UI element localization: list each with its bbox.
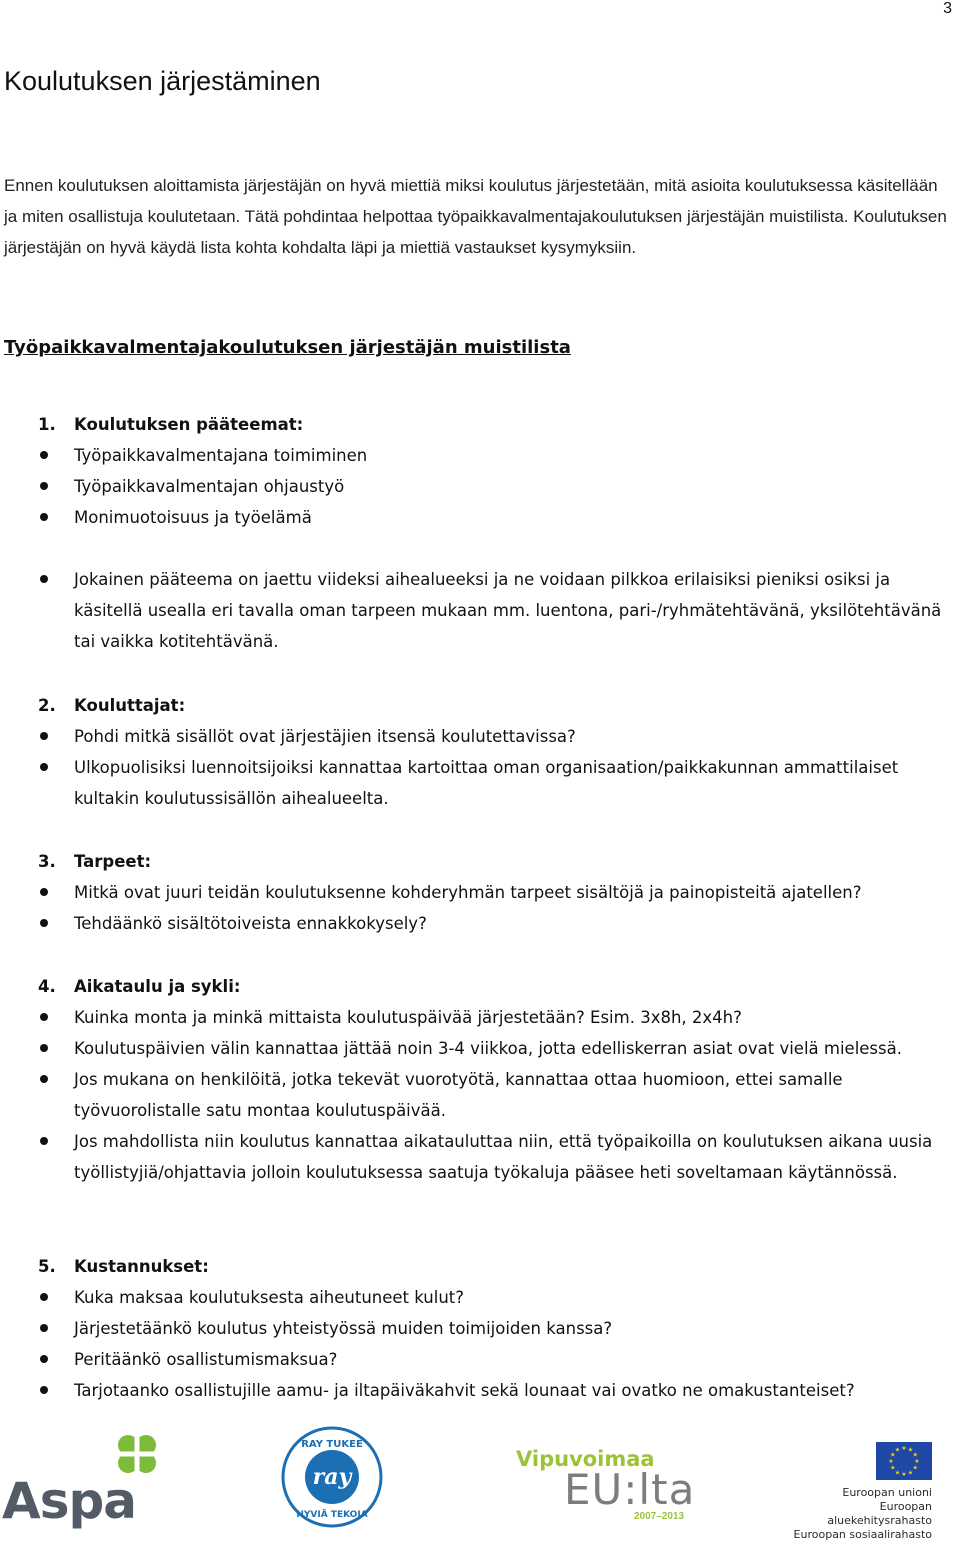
section-title: Tarpeet:: [74, 852, 152, 871]
svg-text:★: ★: [901, 1471, 907, 1478]
footer-logos: [0, 1425, 960, 1541]
bullet-icon: [40, 1044, 48, 1052]
svg-text:★: ★: [890, 1451, 896, 1459]
bullet-icon: [40, 1013, 48, 1021]
page-title: Koulutuksen järjestäminen: [4, 66, 321, 96]
svg-text:★: ★: [912, 1464, 918, 1472]
vipuvoimaa-years: 2007–2013: [634, 1511, 685, 1522]
checklist-section-1: [38, 409, 956, 657]
svg-text:★: ★: [888, 1458, 894, 1465]
list-item: [38, 1313, 956, 1344]
checklist-section-3: [38, 846, 956, 939]
section-number: 5.: [38, 1257, 56, 1276]
svg-text:★: ★: [907, 1446, 914, 1454]
list-item: [38, 1033, 956, 1064]
section-header: [38, 971, 956, 1002]
list-item: [38, 1126, 956, 1188]
checklist-heading: Työpaikkavalmentajakoulutuksen järjestäjän muistilista: [4, 337, 571, 358]
checklist-section-4: [38, 971, 956, 1188]
list-item-text: Kuka maksaa koulutuksesta aiheutuneet kulut?: [74, 1288, 465, 1307]
list-item-text: Jos mukana on henkilöitä, jotka tekevät vuorotyötä, kannattaa ottaa huomioon, ettei samalle työvuorolistalle satu montaa koulutuspäivää.: [74, 1070, 843, 1120]
section-number: 3.: [38, 852, 56, 871]
bullet-icon: [40, 1137, 48, 1145]
list-item: [38, 908, 956, 939]
section-title: Kouluttajat:: [74, 696, 186, 715]
list-item: [38, 721, 956, 752]
svg-text:★: ★: [907, 1469, 914, 1477]
svg-text:★: ★: [890, 1464, 896, 1472]
list-item-text: Ulkopuolisiksi luennoitsijoiksi kannattaa kartoittaa oman organisaation/paikkakunnan ammattilaiset kultakin koulutussisällön aihealueelta.: [74, 758, 899, 808]
section-header: [38, 846, 956, 877]
bullet-icon: [40, 919, 48, 927]
list-item: [38, 502, 956, 533]
eu-flag-icon: [876, 1442, 932, 1480]
list-item-text: Kuinka monta ja minkä mittaista koulutuspäivää järjestetään? Esim. 3x8h, 2x4h?: [74, 1008, 742, 1027]
list-item: [38, 1064, 956, 1126]
bullet-icon: [40, 513, 48, 521]
intro-paragraph: Ennen koulutuksen aloittamista järjestäjän on hyvä miettiä miksi koulutus järjestetään, mitä asioita koulutuksessa käsitellään ja miten osallistuja koulutetaan. Tätä pohdintaa helpottaa työpaikkavalmentajakoulutuksen järjestäjän muistilista. Koulutuksen järjestäjän on hyvä käydä lista kohta kohdalta läpi ja miettiä vastaukset kysymyksiin.: [4, 176, 947, 257]
list-item: [38, 1282, 956, 1313]
svg-text:★: ★: [894, 1469, 901, 1477]
list-item-text: Koulutuspäivien välin kannattaa jättää noin 3-4 viikkoa, jotta edelliskerran asiat ovat vielä mielessä.: [74, 1039, 902, 1058]
vipuvoimaa-eu-text: EU:lta: [564, 1465, 696, 1514]
list-item: [38, 440, 956, 471]
bullet-icon: [40, 451, 48, 459]
page-number: 3: [943, 0, 952, 17]
aspa-logo: [0, 1430, 160, 1528]
bullet-icon: [40, 888, 48, 896]
section-header: [38, 1251, 956, 1282]
aspa-wordmark: Aspa: [2, 1472, 136, 1530]
section-header: [38, 690, 956, 721]
list-item: [38, 877, 956, 908]
section-title: Koulutuksen pääteemat:: [74, 415, 304, 434]
list-item-text: Järjestetäänkö koulutus yhteistyössä muiden toimijoiden kanssa?: [74, 1319, 613, 1338]
section-list: [38, 440, 956, 533]
vipuvoimaa-logo: [516, 1447, 696, 1527]
bullet-icon: [40, 1324, 48, 1332]
ray-logo: [276, 1425, 388, 1528]
bullet-icon: [40, 732, 48, 740]
section-list: [38, 721, 956, 814]
section-number: 4.: [38, 977, 56, 996]
list-item-text: Peritäänkö osallistumismaksua?: [74, 1350, 338, 1369]
svg-text:★: ★: [914, 1458, 920, 1465]
section-header: [38, 409, 956, 440]
list-item: [38, 471, 956, 502]
section-note-list: [38, 564, 956, 657]
bullet-icon: [40, 575, 48, 583]
list-item-text: Tehdäänkö sisältötoiveista ennakkokysely?: [74, 914, 427, 933]
eu-line: Euroopan aluekehitysrahasto: [827, 1500, 932, 1527]
bullet-icon: [40, 763, 48, 771]
eu-line: Euroopan sosiaalirahasto: [793, 1528, 932, 1541]
list-item: [38, 1002, 956, 1033]
svg-text:★: ★: [901, 1445, 907, 1452]
section-list: [38, 877, 956, 939]
bullet-icon: [40, 482, 48, 490]
ray-bottom-text: HYVIÄ TEKOJA: [296, 1510, 368, 1520]
svg-text:★: ★: [912, 1451, 918, 1459]
list-item-text: Jos mahdollista niin koulutus kannattaa aikatauluttaa niin, että työpaikoilla on koulutuksen aikana uusia työllistyjiä/ohjattavia jolloin koulutuksessa saatuja työkaluja pääsee heti soveltamaan käytännössä.: [74, 1132, 933, 1182]
list-item-text: Työpaikkavalmentajana toimiminen: [74, 446, 368, 465]
section-title: Kustannukset:: [74, 1257, 209, 1276]
bullet-icon: [40, 1355, 48, 1363]
list-item-text: Monimuotoisuus ja työelämä: [74, 508, 312, 527]
section-number: 1.: [38, 415, 56, 434]
section-list: [38, 1282, 956, 1406]
section-title: Aikataulu ja sykli:: [74, 977, 241, 996]
list-item: [38, 1375, 956, 1406]
list-item-text: Jokainen pääteema on jaettu viideksi aihealueeksi ja ne voidaan pilkkoa erilaisiksi pieniksi osiksi ja käsitellä usealla eri tavalla oman tarpeen mukaan mm. luentona, pari-/ryhmätehtävänä, yksilötehtävänä tai vaikka kotitehtävänä.: [74, 570, 942, 651]
list-item-text: Mitkä ovat juuri teidän koulutuksenne kohderyhmän tarpeet sisältöjä ja painopisteitä ajatellen?: [74, 883, 862, 902]
checklist-section-5: [38, 1251, 956, 1406]
list-item-text: Tarjotaanko osallistujille aamu- ja iltapäiväkahvit sekä lounaat vai ovatko ne omakustanteiset?: [74, 1381, 855, 1400]
eu-text-block: [788, 1486, 932, 1542]
list-item-text: Pohdi mitkä sisällöt ovat järjestäjien itsensä koulutettavissa?: [74, 727, 576, 746]
list-item-text: Työpaikkavalmentajan ohjaustyö: [74, 477, 345, 496]
section-list: [38, 1002, 956, 1188]
bullet-icon: [40, 1075, 48, 1083]
ray-top-text: RAY TUKEE: [301, 1439, 363, 1450]
bullet-icon: [40, 1293, 48, 1301]
list-item: [38, 752, 956, 814]
list-item: [38, 1344, 956, 1375]
ray-center-text: ray: [312, 1464, 352, 1490]
eu-line: Euroopan unioni: [842, 1486, 932, 1499]
eu-logo: [788, 1442, 960, 1541]
section-number: 2.: [38, 696, 56, 715]
svg-text:★: ★: [894, 1446, 901, 1454]
vipuvoimaa-title: Vipuvoimaa: [516, 1447, 655, 1471]
list-item: [38, 564, 956, 657]
bullet-icon: [40, 1386, 48, 1394]
checklist-section-2: [38, 690, 956, 814]
